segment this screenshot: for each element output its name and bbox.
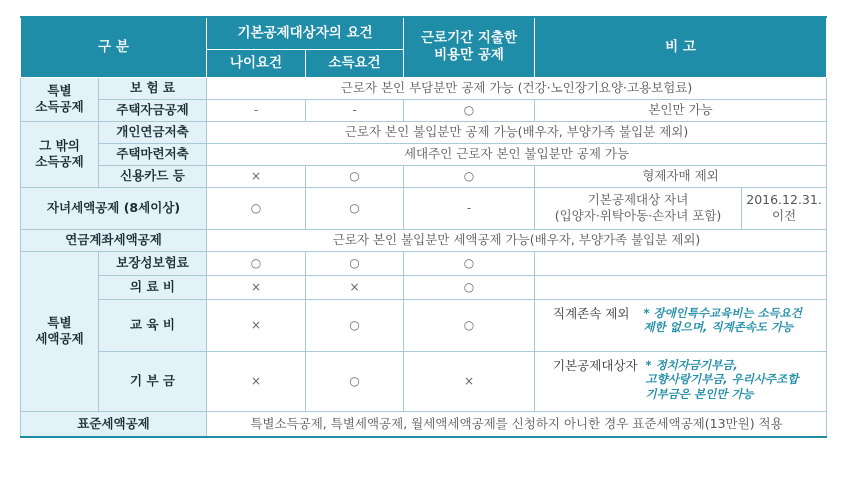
credit-card-period: ○ — [404, 165, 535, 187]
group-special-income-deduction: 특별 소득공제 — [21, 77, 99, 121]
education-remarks-main: 직계존속 제외 — [553, 305, 630, 321]
protection-insurance-age: ○ — [207, 251, 306, 275]
group-special-tax-credit: 특별 세액공제 — [21, 251, 99, 411]
row-label-housing-savings: 주택마련저축 — [99, 143, 207, 165]
donation-remarks-main: 기본공제대상자 — [553, 357, 638, 373]
donation-remarks — [535, 351, 827, 411]
pension-account-note: 근로자 본인 불입분만 세액공제 가능(배우자, 부양가족 불입분 제외) — [207, 229, 827, 251]
standard-tax-credit-note: 특별소득공제, 특별세액공제, 월세액세액공제를 신청하지 아니한 경우 표준세액공제(13만원) 적용 — [207, 411, 827, 437]
protection-insurance-remarks — [535, 251, 827, 275]
credit-card-remarks: 형제자매 제외 — [535, 165, 827, 187]
row-label-child-tax-credit: 자녀세액공제 (8세이상) — [21, 187, 207, 229]
row-label-insurance: 보 험 료 — [99, 77, 207, 99]
medical-age: × — [207, 275, 306, 299]
row-label-personal-pension: 개인연금저축 — [99, 121, 207, 143]
housing-remarks: 본인만 가능 — [535, 99, 827, 121]
group-other-income-deduction: 그 밖의 소득공제 — [21, 121, 99, 187]
education-income: ○ — [306, 299, 404, 351]
personal-pension-note: 근로자 본인 불입분만 공제 가능(배우자, 부양가족 불입분 제외) — [207, 121, 827, 143]
protection-insurance-period: ○ — [404, 251, 535, 275]
education-period: ○ — [404, 299, 535, 351]
child-income: ○ — [306, 187, 404, 229]
medical-remarks — [535, 275, 827, 299]
donation-period: × — [404, 351, 535, 411]
medical-income: × — [306, 275, 404, 299]
child-period: - — [404, 187, 535, 229]
header-period-expense: 근로기간 지출한 비용만 공제 — [404, 17, 535, 77]
row-label-medical: 의 료 비 — [99, 275, 207, 299]
header-remarks: 비 고 — [535, 17, 827, 77]
credit-card-income: ○ — [306, 165, 404, 187]
education-remarks — [535, 299, 827, 351]
donation-income: ○ — [306, 351, 404, 411]
child-remarks: 기본공제대상 자녀 (입양자·위탁아동·손자녀 포함) — [535, 187, 742, 229]
row-label-standard-tax-credit: 표준세액공제 — [21, 411, 207, 437]
header-income-requirement: 소득요건 — [306, 49, 404, 77]
header-category: 구 분 — [21, 17, 207, 77]
housing-income: - — [306, 99, 404, 121]
protection-insurance-income: ○ — [306, 251, 404, 275]
header-age-requirement: 나이요건 — [207, 49, 306, 77]
education-footnote: * 장애인특수교육비는 소득요건 제한 없으며, 직계존속도 가능 — [643, 305, 802, 335]
insurance-note: 근로자 본인 부담분만 공제 가능 (건강·노인장기요양·고용보험료) — [207, 77, 827, 99]
row-label-pension-account: 연금계좌세액공제 — [21, 229, 207, 251]
row-label-protection-insurance: 보장성보험료 — [99, 251, 207, 275]
credit-card-age: × — [207, 165, 306, 187]
row-label-education: 교 육 비 — [99, 299, 207, 351]
education-age: × — [207, 299, 306, 351]
row-label-housing-fund: 주택자금공제 — [99, 99, 207, 121]
child-date-note: 2016.12.31. 이전 — [742, 187, 827, 229]
row-label-donation: 기 부 금 — [99, 351, 207, 411]
row-label-credit-card: 신용카드 등 — [99, 165, 207, 187]
medical-period: ○ — [404, 275, 535, 299]
deduction-requirements-table — [20, 16, 827, 438]
deduction-table-wrap — [20, 16, 826, 438]
housing-savings-note: 세대주인 근로자 본인 불입분만 공제 가능 — [207, 143, 827, 165]
header-target-requirements: 기본공제대상자의 요건 — [207, 17, 404, 49]
donation-age: × — [207, 351, 306, 411]
housing-age: - — [207, 99, 306, 121]
donation-footnote: * 정치자금기부금, 고향사랑기부금, 우리사주조합 기부금은 본인만 가능 — [645, 357, 799, 402]
housing-period: ○ — [404, 99, 535, 121]
child-age: ○ — [207, 187, 306, 229]
